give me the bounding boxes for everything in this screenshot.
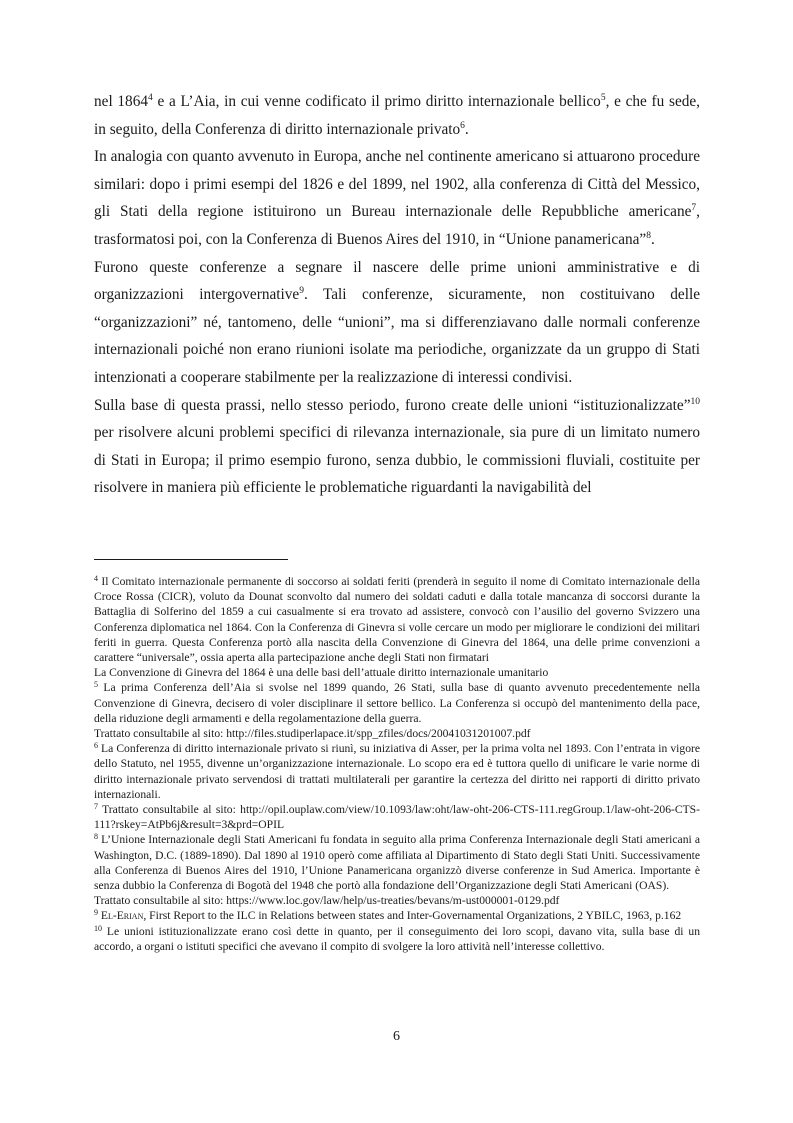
footnote-10: $^{10}$ Le unioni istituzionalizzate erano così dette in quanto, per il conseguimento dei loro scopi, davano vita, sulla base di un accordo, a organi o istituti specifici che avevano il compito di svolgere la loro attività nell’interesse collettivo. [94,923,700,953]
footnote-ref-8[interactable]: 8 [646,230,651,241]
page-number: 6 [393,1029,400,1044]
footnote-ref-5[interactable]: 5 [600,93,606,103]
footnote-7[interactable]: $^7$ Trattato consultabile al sito: http://opil.ouplaw.com/view/10.1093/law:oht/law-oht-206-CTS-111.regGroup.1/law-oht-206-CTS-111?rskey=AtPb6j&result=3&prd=OPIL [94,802,700,832]
footnote-ref-9[interactable]: 9 [299,286,304,297]
footnote-ref-10[interactable]: 10 [690,396,700,407]
footnote-5-link[interactable]: Trattato consultabile al sito: http://files.studiperlapace.it/spp_zfiles/docs/20041031201007.pdf [94,727,531,741]
paragraph-1: nel 1864$^4$ e a L’Aia, in cui venne codificato il primo diritto internazionale bellico$^5$, e che fu sede, in seguito, della Conferenza di diritto internazionale privato$^6$. [94,93,701,138]
footnote-ref-7[interactable]: 7 [691,203,697,214]
footnote-9: $^9$ El-Erian, First Report to the ILC in Relations between states and Inter-Governamental Organizations, 2 YBILC, 1963, p.162 [94,908,682,923]
footnote-ref-6[interactable]: 6 [460,120,465,131]
footnote-ref-4[interactable]: 4 [148,93,153,103]
footnote-separator [94,559,288,560]
paragraph-4: Sulla base di questa prassi, nello stesso periodo, furono create delle unioni “istituzionalizzate”$^{10}$ per risolvere alcuni problemi specifici di rilevanza internazionale, sia pure di un limitato numero di Stati in Europa; il primo esempio furono, senza dubbio, le commissioni fluviali, costituite per risolvere in maniera più efficiente le problematiche riguardanti la navigabilità del [94,396,700,497]
paragraph-2: In analogia con quanto avvenuto in Europa, anche nel continente americano si attuarono procedure similari: dopo i primi esempi del 1826 e del 1899, nel 1902, alla conferenza di Città del Messico, gli Stati della regione istituirono un Bureau internazionale delle Repubbliche americane$^7$, trasformatosi poi, con la Conferenza di Buenos Aires del 1910, in “Unione panamericana”$^8$. [94,148,700,248]
main-text [94,88,700,502]
footnote-4-extra: La Convenzione di Ginevra del 1864 è una delle basi dell’attuale diritto internazionale umanitario [94,666,549,680]
footnotes [94,574,700,954]
footnote-8: $^8$ L’Unione Internazionale degli Stati Americani fu fondata in seguito alla prima Conferenza Internazionale degli Stati americani a Washington, D.C. (1889-1890). Dal 1890 al 1910 operò come affiliata al Dipartimento di Stato degli Stati Uniti. Successivamente alla Conferenza di Buenos Aires del 1910, l’Unione Panamericana organizzò diverse conferenze in Sud America. Importante è senza dubbio la Conferenza di Bogotà del 1948 che portò alla fondazione dell’Organizzazione degli Stati Americani (OAS). [94,832,700,893]
footnote-5: $^5$ La prima Conferenza dell’Aia si svolse nel 1899 quando, 26 Stati, sulla base di quanto avvenuto precedentemente nella Convenzione di Ginevra, decisero di voler disciplinare il settore bellico. La Conferenza si occupò del mantenimento della pace, della riduzione degli armamenti e della regolamentazione della guerra. [94,680,700,725]
author-name: El-Erian [98,909,144,923]
paragraph-3: Furono queste conferenze a segnare il nascere delle prime unioni amministrative e di organizzazioni intergovernative$^9$. Tali conferenze, sicuramente, non costituivano delle “organizzazioni” né, tantomeno, delle “unioni”, ma si differenziavano dalle normali conferenze internazionali poiché non erano riunioni isolate ma periodiche, organizzate da un gruppo di Stati intenzionati a cooperare stabilmente per la realizzazione di interessi condivisi. [94,258,700,386]
footnote-6: $^6$ La Conferenza di diritto internazionale privato si riunì, su iniziativa di Asser, per la prima volta nel 1893. Con l’entrata in vigore dello Statuto, nel 1955, divenne un’organizzazione internazionale. Lo scopo era ed è tuttora quello di unificare le varie norme di diritto internazionale privato servendosi di trattati multilaterali per garantire la certezza del diritto nei rapporti di diritto privato internazionali. [94,741,700,801]
footnote-8-link[interactable]: Trattato consultabile al sito: https://www.loc.gov/law/help/us-treaties/bevans/m-ust000001-0129.pdf [94,894,560,908]
footnote-4: $^4$ Il Comitato internazionale permanente di soccorso ai soldati feriti (prenderà in seguito il nome di Comitato internazionale della Croce Rossa (CICR), voluto da Dounat sconvolto dal numero dei soldati caduti e dalla totale mancanza di soccorsi durante la Battaglia di Solferino del 1859 a cui casualmente si era trovato ad assistere, convocò con l’ausilio del governo Svizzero una Conferenza diplomatica nel 1864. Con la Conferenza di Ginevra si volle cercare un modo per migliorare le condizioni dei militari feriti in guerra. Questa Conferenza portò alla nascita della Convenzione di Ginevra del 1864, una delle prime convenzioni a carattere “universale”, ossia aperta alla partecipazione anche degli Stati non firmatari [94,574,700,665]
